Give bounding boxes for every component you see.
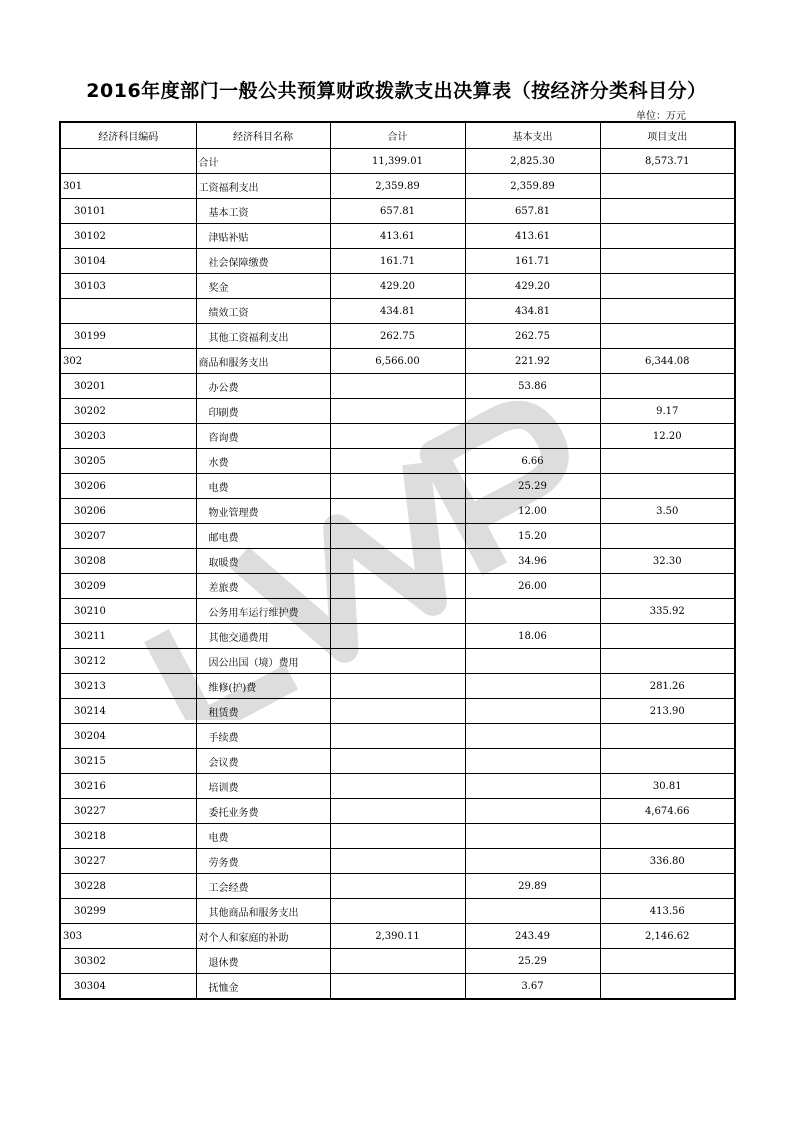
cell-name: 绩效工资 xyxy=(196,299,330,324)
cell-code: 30206 xyxy=(60,474,196,499)
expenditure-table xyxy=(59,121,736,1000)
table-row xyxy=(60,349,735,374)
cell-total xyxy=(330,599,465,624)
cell-total xyxy=(330,399,465,424)
table-row xyxy=(60,974,735,1000)
cell-project: 3.50 xyxy=(600,499,735,524)
cell-name: 办公费 xyxy=(196,374,330,399)
cell-code: 30208 xyxy=(60,549,196,574)
cell-project: 413.56 xyxy=(600,899,735,924)
cell-basic: 3.67 xyxy=(465,974,600,1000)
cell-total: 434.81 xyxy=(330,299,465,324)
table-row xyxy=(60,474,735,499)
cell-name: 电费 xyxy=(196,474,330,499)
cell-name: 水费 xyxy=(196,449,330,474)
cell-basic xyxy=(465,849,600,874)
cell-total: 429.20 xyxy=(330,274,465,299)
cell-name: 公务用车运行维护费 xyxy=(196,599,330,624)
cell-project: 2,146.62 xyxy=(600,924,735,949)
cell-code: 30211 xyxy=(60,624,196,649)
cell-code: 30209 xyxy=(60,574,196,599)
cell-basic: 15.20 xyxy=(465,524,600,549)
cell-project xyxy=(600,299,735,324)
cell-name: 印刷费 xyxy=(196,399,330,424)
cell-project xyxy=(600,749,735,774)
cell-project xyxy=(600,949,735,974)
cell-total xyxy=(330,774,465,799)
table-row xyxy=(60,149,735,174)
cell-basic xyxy=(465,424,600,449)
cell-code: 30227 xyxy=(60,849,196,874)
cell-name: 社会保障缴费 xyxy=(196,249,330,274)
cell-project: 32.30 xyxy=(600,549,735,574)
cell-project xyxy=(600,324,735,349)
cell-name: 邮电费 xyxy=(196,524,330,549)
cell-code: 301 xyxy=(60,174,196,199)
cell-code xyxy=(60,299,196,324)
cell-name: 其他工资福利支出 xyxy=(196,324,330,349)
cell-project xyxy=(600,524,735,549)
cell-basic: 6.66 xyxy=(465,449,600,474)
cell-project xyxy=(600,199,735,224)
cell-total xyxy=(330,424,465,449)
cell-code: 30227 xyxy=(60,799,196,824)
cell-project xyxy=(600,874,735,899)
cell-basic xyxy=(465,649,600,674)
cell-name: 物业管理费 xyxy=(196,499,330,524)
cell-project xyxy=(600,724,735,749)
table-row xyxy=(60,174,735,199)
cell-project xyxy=(600,974,735,1000)
cell-code: 30207 xyxy=(60,524,196,549)
cell-code: 30214 xyxy=(60,699,196,724)
header-basic: 基本支出 xyxy=(465,122,600,149)
table-row xyxy=(60,799,735,824)
cell-total: 6,566.00 xyxy=(330,349,465,374)
cell-name: 其他商品和服务支出 xyxy=(196,899,330,924)
cell-project: 281.26 xyxy=(600,674,735,699)
table-row xyxy=(60,374,735,399)
cell-name: 咨询费 xyxy=(196,424,330,449)
cell-basic: 2,359.89 xyxy=(465,174,600,199)
cell-code: 30212 xyxy=(60,649,196,674)
cell-basic xyxy=(465,674,600,699)
cell-code: 30218 xyxy=(60,824,196,849)
cell-name: 劳务费 xyxy=(196,849,330,874)
table-row xyxy=(60,874,735,899)
cell-code: 30104 xyxy=(60,249,196,274)
cell-basic: 26.00 xyxy=(465,574,600,599)
cell-name: 因公出国（境）费用 xyxy=(196,649,330,674)
cell-total xyxy=(330,849,465,874)
cell-name: 抚恤金 xyxy=(196,974,330,1000)
table-row xyxy=(60,224,735,249)
cell-project: 335.92 xyxy=(600,599,735,624)
cell-code: 30203 xyxy=(60,424,196,449)
cell-basic: 429.20 xyxy=(465,274,600,299)
cell-name: 取暖费 xyxy=(196,549,330,574)
table-row xyxy=(60,824,735,849)
header-total: 合计 xyxy=(330,122,465,149)
cell-name: 培训费 xyxy=(196,774,330,799)
cell-basic: 2,825.30 xyxy=(465,149,600,174)
cell-code: 30201 xyxy=(60,374,196,399)
cell-total xyxy=(330,974,465,1000)
cell-total: 11,399.01 xyxy=(330,149,465,174)
cell-total xyxy=(330,799,465,824)
table-row xyxy=(60,449,735,474)
cell-project: 4,674.66 xyxy=(600,799,735,824)
cell-total xyxy=(330,549,465,574)
table-row xyxy=(60,949,735,974)
table-row xyxy=(60,674,735,699)
cell-code: 30101 xyxy=(60,199,196,224)
header-project: 项目支出 xyxy=(600,122,735,149)
cell-total xyxy=(330,649,465,674)
cell-basic: 34.96 xyxy=(465,549,600,574)
table-row xyxy=(60,574,735,599)
cell-name: 工资福利支出 xyxy=(196,174,330,199)
cell-code: 303 xyxy=(60,924,196,949)
table-row xyxy=(60,599,735,624)
cell-name: 工会经费 xyxy=(196,874,330,899)
cell-code: 30228 xyxy=(60,874,196,899)
cell-project xyxy=(600,249,735,274)
cell-name: 手续费 xyxy=(196,724,330,749)
cell-basic xyxy=(465,824,600,849)
cell-total xyxy=(330,899,465,924)
cell-name: 其他交通费用 xyxy=(196,624,330,649)
cell-total xyxy=(330,824,465,849)
cell-project xyxy=(600,224,735,249)
cell-total xyxy=(330,874,465,899)
cell-name: 商品和服务支出 xyxy=(196,349,330,374)
cell-name: 合计 xyxy=(196,149,330,174)
unit-label: 单位：万元 xyxy=(636,111,686,122)
cell-total xyxy=(330,474,465,499)
cell-basic: 221.92 xyxy=(465,349,600,374)
cell-code: 30206 xyxy=(60,499,196,524)
cell-basic: 25.29 xyxy=(465,949,600,974)
cell-code xyxy=(60,149,196,174)
table-row xyxy=(60,249,735,274)
cell-project xyxy=(600,574,735,599)
table-header-row xyxy=(60,122,735,149)
cell-total xyxy=(330,524,465,549)
cell-basic: 53.86 xyxy=(465,374,600,399)
cell-code: 30213 xyxy=(60,674,196,699)
cell-basic: 18.06 xyxy=(465,624,600,649)
cell-project: 6,344.08 xyxy=(600,349,735,374)
cell-name: 对个人和家庭的补助 xyxy=(196,924,330,949)
cell-total xyxy=(330,374,465,399)
cell-name: 差旅费 xyxy=(196,574,330,599)
cell-name: 委托业务费 xyxy=(196,799,330,824)
table-row xyxy=(60,624,735,649)
cell-basic: 243.49 xyxy=(465,924,600,949)
cell-project: 8,573.71 xyxy=(600,149,735,174)
cell-name: 会议费 xyxy=(196,749,330,774)
cell-project: 12.20 xyxy=(600,424,735,449)
cell-basic xyxy=(465,774,600,799)
table-row xyxy=(60,299,735,324)
cell-name: 奖金 xyxy=(196,274,330,299)
cell-basic xyxy=(465,699,600,724)
table-row xyxy=(60,649,735,674)
cell-basic: 657.81 xyxy=(465,199,600,224)
cell-total: 657.81 xyxy=(330,199,465,224)
table-row xyxy=(60,774,735,799)
cell-total: 262.75 xyxy=(330,324,465,349)
cell-project xyxy=(600,374,735,399)
cell-basic: 25.29 xyxy=(465,474,600,499)
header-code: 经济科目编码 xyxy=(60,122,196,149)
table-row xyxy=(60,399,735,424)
cell-project xyxy=(600,824,735,849)
cell-code: 30210 xyxy=(60,599,196,624)
cell-total xyxy=(330,949,465,974)
cell-name: 退休费 xyxy=(196,949,330,974)
table-row xyxy=(60,199,735,224)
cell-basic xyxy=(465,799,600,824)
cell-total: 161.71 xyxy=(330,249,465,274)
cell-project: 30.81 xyxy=(600,774,735,799)
cell-code: 30102 xyxy=(60,224,196,249)
cell-total xyxy=(330,674,465,699)
cell-project xyxy=(600,449,735,474)
cell-total: 413.61 xyxy=(330,224,465,249)
cell-total xyxy=(330,699,465,724)
cell-project: 9.17 xyxy=(600,399,735,424)
cell-basic xyxy=(465,899,600,924)
cell-total xyxy=(330,624,465,649)
cell-basic xyxy=(465,599,600,624)
cell-name: 维修(护)费 xyxy=(196,674,330,699)
table-row xyxy=(60,549,735,574)
cell-basic: 161.71 xyxy=(465,249,600,274)
cell-code: 30302 xyxy=(60,949,196,974)
cell-project xyxy=(600,274,735,299)
cell-project: 336.80 xyxy=(600,849,735,874)
cell-name: 电费 xyxy=(196,824,330,849)
cell-project xyxy=(600,624,735,649)
cell-code: 30216 xyxy=(60,774,196,799)
cell-code: 30205 xyxy=(60,449,196,474)
cell-code: 30204 xyxy=(60,724,196,749)
cell-basic: 29.89 xyxy=(465,874,600,899)
cell-code: 30215 xyxy=(60,749,196,774)
header-name: 经济科目名称 xyxy=(196,122,330,149)
cell-basic xyxy=(465,399,600,424)
cell-code: 30199 xyxy=(60,324,196,349)
cell-basic: 434.81 xyxy=(465,299,600,324)
cell-total xyxy=(330,724,465,749)
cell-name: 基本工资 xyxy=(196,199,330,224)
cell-basic: 12.00 xyxy=(465,499,600,524)
table-row xyxy=(60,424,735,449)
cell-basic xyxy=(465,749,600,774)
table-row xyxy=(60,324,735,349)
cell-total xyxy=(330,499,465,524)
table-row xyxy=(60,274,735,299)
cell-code: 30103 xyxy=(60,274,196,299)
cell-total xyxy=(330,449,465,474)
cell-project xyxy=(600,474,735,499)
cell-code: 302 xyxy=(60,349,196,374)
report-title: 2016年度部门一般公共预算财政拨款支出决算表（按经济分类科目分） xyxy=(86,80,707,102)
cell-basic: 413.61 xyxy=(465,224,600,249)
table-row xyxy=(60,749,735,774)
cell-basic: 262.75 xyxy=(465,324,600,349)
table-row xyxy=(60,724,735,749)
table-row xyxy=(60,924,735,949)
cell-project xyxy=(600,174,735,199)
cell-basic xyxy=(465,724,600,749)
cell-code: 30202 xyxy=(60,399,196,424)
cell-total: 2,359.89 xyxy=(330,174,465,199)
table-row xyxy=(60,699,735,724)
cell-total xyxy=(330,749,465,774)
cell-project: 213.90 xyxy=(600,699,735,724)
cell-total xyxy=(330,574,465,599)
cell-name: 租赁费 xyxy=(196,699,330,724)
table-row xyxy=(60,524,735,549)
table-row xyxy=(60,899,735,924)
cell-code: 30299 xyxy=(60,899,196,924)
cell-code: 30304 xyxy=(60,974,196,1000)
cell-total: 2,390.11 xyxy=(330,924,465,949)
table-row xyxy=(60,499,735,524)
cell-name: 津贴补贴 xyxy=(196,224,330,249)
cell-project xyxy=(600,649,735,674)
table-row xyxy=(60,849,735,874)
